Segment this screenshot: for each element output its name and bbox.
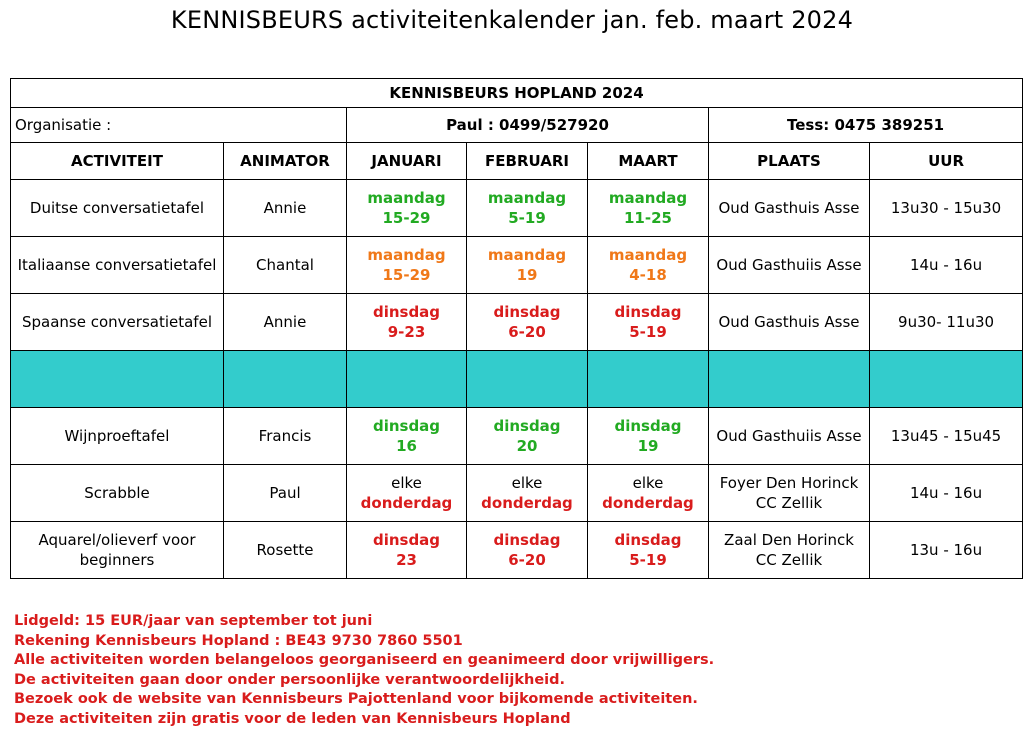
january-cell — [347, 465, 467, 522]
animator-cell: Annie — [224, 180, 347, 237]
day-label: dinsdag — [614, 417, 682, 435]
animator-cell: Chantal — [224, 237, 347, 294]
january-cell — [347, 180, 467, 237]
february-cell — [467, 522, 588, 579]
day-label: dinsdag — [493, 417, 561, 435]
march-cell — [588, 408, 709, 465]
weekday-label: donderdag — [602, 494, 694, 512]
col-header-maart: MAART — [588, 143, 709, 180]
february-cell — [467, 408, 588, 465]
organisatie-label: Organisatie : — [11, 108, 347, 143]
february-cell — [467, 465, 588, 522]
time-cell: 14u - 16u — [870, 237, 1023, 294]
dates-label: 16 — [396, 437, 417, 455]
empty-cell — [224, 351, 347, 408]
dates-label: 6-20 — [508, 551, 546, 569]
march-cell — [588, 465, 709, 522]
contact-paul: Paul : 0499/527920 — [347, 108, 709, 143]
place-cell — [709, 522, 870, 579]
empty-cell — [870, 351, 1023, 408]
day-label: dinsdag — [614, 531, 682, 549]
january-cell — [347, 237, 467, 294]
time-cell: 9u30- 11u30 — [870, 294, 1023, 351]
march-cell — [588, 180, 709, 237]
col-header-activiteit: ACTIVITEIT — [11, 143, 224, 180]
col-header-animator: ANIMATOR — [224, 143, 347, 180]
dates-label: 11-25 — [624, 209, 672, 227]
col-header-plaats: PLAATS — [709, 143, 870, 180]
dates-label: 4-18 — [629, 266, 667, 284]
table-row — [11, 237, 1023, 294]
dates-label: 19 — [637, 437, 659, 455]
col-header-januari: JANUARI — [347, 143, 467, 180]
day-label: maandag — [608, 189, 688, 207]
activity-cell: Spaanse conversatietafel — [11, 294, 224, 351]
march-cell — [588, 237, 709, 294]
day-label: dinsdag — [372, 531, 441, 549]
time-cell: 13u45 - 15u45 — [870, 408, 1023, 465]
animator-cell: Annie — [224, 294, 347, 351]
march-cell — [588, 522, 709, 579]
place-cell: Oud Gasthuiis Asse — [709, 237, 870, 294]
every-label: elke — [391, 474, 422, 492]
day-label: maandag — [487, 189, 567, 207]
empty-cell — [347, 351, 467, 408]
place-line: CC Zellik — [755, 551, 823, 569]
time-cell: 13u30 - 15u30 — [870, 180, 1023, 237]
dates-label: 15-29 — [382, 266, 431, 284]
table-row — [11, 180, 1023, 237]
footer-line: Alle activiteiten worden belangeloos georganiseerd en geanimeerd door vrijwilligers. — [14, 652, 715, 668]
table-row — [11, 408, 1023, 465]
place-line: CC Zellik — [755, 494, 823, 512]
teal-separator-row — [11, 351, 1023, 408]
page-title: KENNISBEURS activiteitenkalender jan. feb. maart 2024 — [170, 6, 854, 34]
day-label: dinsdag — [372, 303, 441, 321]
day-label: dinsdag — [493, 303, 561, 321]
dates-label: 5-19 — [508, 209, 546, 227]
col-header-uur: UUR — [870, 143, 1023, 180]
february-cell — [467, 294, 588, 351]
day-label: dinsdag — [493, 531, 561, 549]
dates-label: 9-23 — [387, 323, 426, 341]
animator-cell: Rosette — [224, 522, 347, 579]
january-cell — [347, 408, 467, 465]
dates-label: 5-19 — [629, 323, 667, 341]
table-row — [11, 522, 1023, 579]
footer-notes — [14, 612, 714, 729]
table-row — [11, 294, 1023, 351]
table-row — [11, 465, 1023, 522]
february-cell — [467, 180, 588, 237]
place-line: Foyer Den Horinck — [719, 474, 859, 492]
time-cell: 13u - 16u — [870, 522, 1023, 579]
footer-line: Bezoek ook de website van Kennisbeurs Pajottenland voor bijkomende activiteiten. — [14, 691, 698, 707]
empty-cell — [709, 351, 870, 408]
activity-calendar-table — [10, 78, 1023, 579]
footer-line: Lidgeld: 15 EUR/jaar van september tot juni — [14, 613, 373, 629]
day-label: maandag — [367, 246, 446, 264]
january-cell — [347, 294, 467, 351]
day-label: maandag — [608, 246, 688, 264]
footer-line: Deze activiteiten zijn gratis voor de leden van Kennisbeurs Hopland — [14, 710, 571, 727]
activity-cell: Aquarel/olieverf voor beginners — [11, 522, 224, 579]
dates-label: 6-20 — [508, 323, 546, 341]
dates-label: 19 — [516, 266, 538, 284]
dates-label: 5-19 — [629, 551, 667, 569]
place-cell: Oud Gasthuis Asse — [709, 180, 870, 237]
contact-tess: Tess: 0475 389251 — [709, 108, 1023, 143]
empty-cell — [588, 351, 709, 408]
empty-cell — [11, 351, 224, 408]
activity-cell: Italiaanse conversatietafel — [11, 237, 224, 294]
every-label: elke — [632, 474, 664, 492]
february-cell — [467, 237, 588, 294]
day-label: maandag — [487, 246, 567, 264]
day-label: dinsdag — [372, 417, 441, 435]
weekday-label: donderdag — [481, 494, 573, 512]
january-cell — [347, 522, 467, 579]
day-label: maandag — [367, 189, 446, 207]
table-header: KENNISBEURS HOPLAND 2024 — [11, 79, 1023, 108]
place-line: Zaal Den Horinck — [724, 531, 854, 549]
dates-label: 20 — [516, 437, 538, 455]
place-cell: Oud Gasthuiis Asse — [709, 408, 870, 465]
animator-cell: Paul — [224, 465, 347, 522]
footer-line: Rekening Kennisbeurs Hopland : BE43 9730 7860 5501 — [14, 632, 463, 649]
dates-label: 15-29 — [382, 209, 431, 227]
animator-cell: Francis — [224, 408, 347, 465]
activity-cell: Scrabble — [11, 465, 224, 522]
time-cell: 14u - 16u — [870, 465, 1023, 522]
place-cell — [709, 465, 870, 522]
weekday-label: donderdag — [360, 494, 453, 512]
activity-cell: Wijnproeftafel — [11, 408, 224, 465]
col-header-februari: FEBRUARI — [467, 143, 588, 180]
empty-cell — [467, 351, 588, 408]
march-cell — [588, 294, 709, 351]
footer-line: De activiteiten gaan door onder persoonlijke verantwoordelijkheid. — [14, 671, 566, 688]
place-cell: Oud Gasthuis Asse — [709, 294, 870, 351]
activity-cell: Duitse conversatietafel — [11, 180, 224, 237]
dates-label: 23 — [396, 551, 417, 569]
day-label: dinsdag — [614, 303, 682, 321]
every-label: elke — [511, 474, 543, 492]
